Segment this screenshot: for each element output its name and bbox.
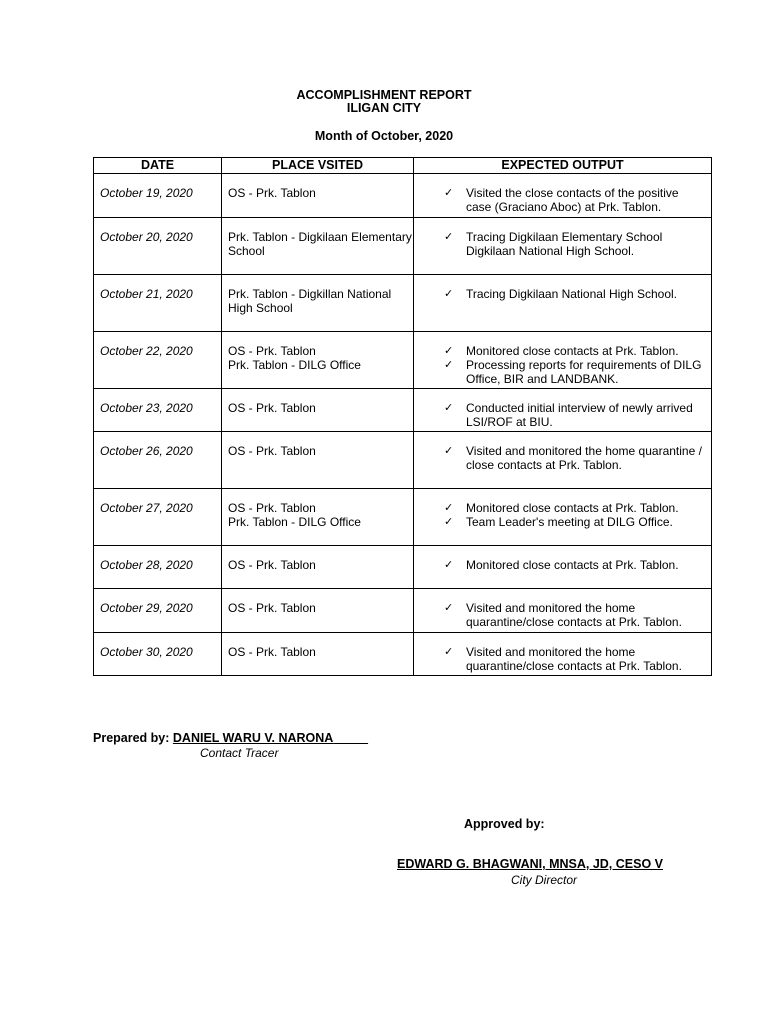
cell-output: [414, 332, 712, 389]
output-item: [444, 287, 707, 301]
table-row: [94, 432, 712, 489]
column-header-date: DATE: [94, 158, 222, 174]
table-row: [94, 174, 712, 218]
cell-output: [414, 633, 712, 676]
cell-place: [222, 589, 414, 633]
output-text: Visited the close contacts of the positive case (Graciano Aboc) at Prk. Tablon.: [466, 186, 679, 214]
cell-place: [222, 432, 414, 489]
cell-place: [222, 489, 414, 546]
cell-date: October 28, 2020: [94, 546, 222, 589]
table-row: [94, 218, 712, 275]
checkmark-icon: ✓: [444, 502, 454, 514]
output-text: Conducted initial interview of newly arrived LSI/ROF at BIU.: [466, 401, 693, 429]
cell-output: [414, 174, 712, 218]
output-item: [444, 501, 707, 515]
prepared-by-name: DANIEL WARU V. NARONA: [172, 731, 334, 745]
cell-date: October 30, 2020: [94, 633, 222, 676]
cell-output: [414, 589, 712, 633]
cell-place: [222, 332, 414, 389]
cell-output: [414, 389, 712, 432]
output-item: [444, 358, 707, 386]
checkmark-icon: ✓: [444, 187, 454, 199]
cell-output: [414, 489, 712, 546]
place-line: Prk. Tablon - DILG Office: [228, 515, 361, 529]
column-header-output: EXPECTED OUTPUT: [414, 158, 712, 174]
place-line: OS - Prk. Tablon: [228, 645, 316, 659]
place-line: OS - Prk. Tablon: [228, 186, 316, 200]
place-line: OS - Prk. Tablon: [228, 601, 316, 615]
cell-date: October 19, 2020: [94, 174, 222, 218]
table-row: [94, 332, 712, 389]
cell-date: October 26, 2020: [94, 432, 222, 489]
table-row: [94, 389, 712, 432]
output-text: Visited and monitored the home quarantine/close contacts at Prk. Tablon.: [466, 601, 682, 629]
output-text: Visited and monitored the home quarantine/close contacts at Prk. Tablon.: [466, 645, 682, 673]
checkmark-icon: ✓: [444, 559, 454, 571]
output-text: Processing reports for requirements of DILG Office, BIR and LANDBANK.: [466, 358, 702, 386]
place-line: OS - Prk. Tablon: [228, 444, 316, 458]
output-text: Team Leader's meeting at DILG Office.: [466, 515, 673, 529]
checkmark-icon: ✓: [444, 345, 454, 357]
cell-output: [414, 275, 712, 332]
output-item: [444, 444, 707, 472]
approved-by-label: Approved by:: [464, 817, 545, 831]
cell-date: October 27, 2020: [94, 489, 222, 546]
place-line: Prk. Tablon - DILG Office: [228, 358, 361, 372]
output-text: Monitored close contacts at Prk. Tablon.: [466, 558, 679, 572]
checkmark-icon: ✓: [444, 359, 454, 371]
checkmark-icon: ✓: [444, 288, 454, 300]
cell-place: [222, 275, 414, 332]
checkmark-icon: ✓: [444, 646, 454, 658]
output-item: [444, 401, 707, 429]
table-row: [94, 589, 712, 633]
prepared-by: [93, 731, 368, 745]
output-text: Tracing Digkilaan Elementary School Digkilaan National High School.: [466, 230, 663, 258]
output-item: [444, 558, 707, 572]
prepared-by-label: Prepared by:: [93, 731, 170, 745]
table-row: [94, 546, 712, 589]
prepared-by-role: Contact Tracer: [200, 746, 279, 760]
output-item: [444, 601, 707, 629]
table-row: [94, 275, 712, 332]
approved-by-name: EDWARD G. BHAGWANI, MNSA, JD, CESO V: [397, 857, 663, 871]
prepared-by-underline: [333, 731, 368, 745]
table-header-row: [94, 158, 712, 174]
output-text: Monitored close contacts at Prk. Tablon.: [466, 344, 679, 358]
cell-date: October 29, 2020: [94, 589, 222, 633]
place-line: Prk. Tablon - Digkillan National High School: [228, 287, 392, 315]
output-item: [444, 344, 707, 358]
cell-place: [222, 546, 414, 589]
checkmark-icon: ✓: [444, 402, 454, 414]
place-line: OS - Prk. Tablon: [228, 501, 316, 515]
table-row: [94, 489, 712, 546]
cell-output: [414, 218, 712, 275]
output-text: Tracing Digkilaan National High School.: [466, 287, 677, 301]
cell-date: October 23, 2020: [94, 389, 222, 432]
table-body: [94, 174, 712, 676]
output-text: Visited and monitored the home quarantine / close contacts at Prk. Tablon.: [466, 444, 702, 472]
accomplishment-table: [93, 157, 712, 676]
cell-place: [222, 218, 414, 275]
report-period: Month of October, 2020: [314, 129, 454, 143]
approved-by-role: City Director: [511, 873, 578, 887]
report-city: ILIGAN CITY: [346, 101, 422, 115]
cell-place: [222, 389, 414, 432]
output-text: Monitored close contacts at Prk. Tablon.: [466, 501, 679, 515]
checkmark-icon: ✓: [444, 602, 454, 614]
checkmark-icon: ✓: [444, 445, 454, 457]
cell-place: [222, 633, 414, 676]
cell-date: October 21, 2020: [94, 275, 222, 332]
cell-output: [414, 432, 712, 489]
cell-output: [414, 546, 712, 589]
table-row: [94, 633, 712, 676]
cell-date: October 20, 2020: [94, 218, 222, 275]
column-header-place: PLACE VSITED: [222, 158, 414, 174]
checkmark-icon: ✓: [444, 231, 454, 243]
place-line: Prk. Tablon - Digkilaan Elementary School: [228, 230, 412, 258]
place-line: OS - Prk. Tablon: [228, 558, 316, 572]
report-title: ACCOMPLISHMENT REPORT: [296, 88, 472, 102]
cell-date: October 22, 2020: [94, 332, 222, 389]
cell-place: [222, 174, 414, 218]
output-item: [444, 186, 707, 214]
checkmark-icon: ✓: [444, 516, 454, 528]
output-item: [444, 230, 707, 258]
output-item: [444, 515, 707, 529]
output-item: [444, 645, 707, 673]
place-line: OS - Prk. Tablon: [228, 344, 316, 358]
place-line: OS - Prk. Tablon: [228, 401, 316, 415]
